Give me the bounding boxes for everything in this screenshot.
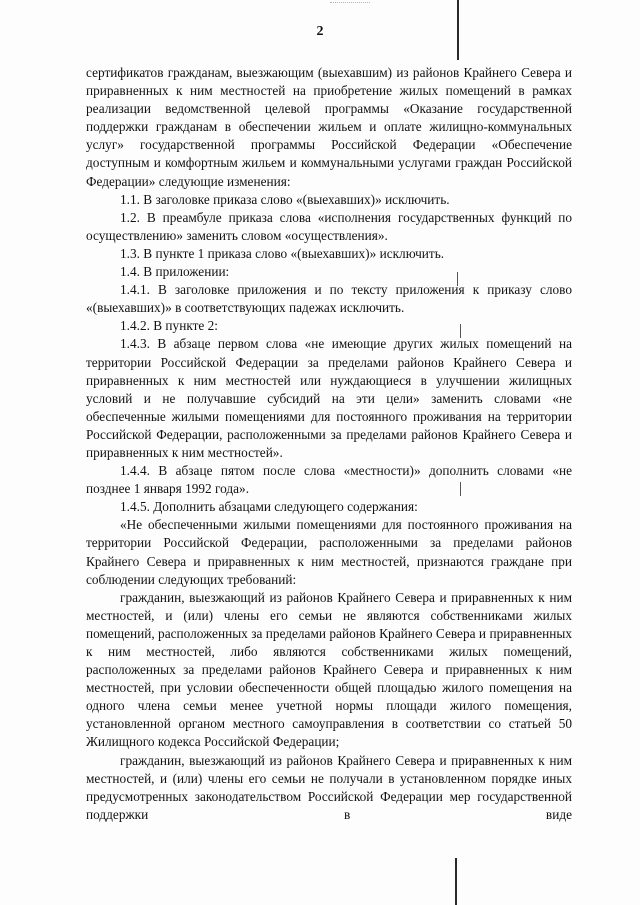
- paragraph: гражданин, выезжающий из районов Крайнего Севера и приравненных к ним местностей, и (или) члены его семьи не являются собственниками жилых помещений, расположенных за пределами районов Крайнего Севера и приравненных к ним местностей, либо являются собственниками жилых помещений, расположенных за пределами районов Крайнего Севера и приравненных к ним местностей, при условии обеспеченности общей площадью жилого помещения на одного члена семьи менее учетной нормы площади жилого помещения, установленной органом местного самоуправления в соответствии со статьей 50 Жилищного кодекса Российской Федерации;: [86, 589, 572, 750]
- document-body: [86, 64, 572, 824]
- binding-line-bottom: [455, 858, 457, 905]
- paragraph: 1.2. В преамбуле приказа слова «исполнения государственных функций по осуществлению» заменить словом «осуществления».: [86, 209, 572, 243]
- paragraph: «Не обеспеченными жилыми помещениями для постоянного проживания на территории Российской Федерации, расположенными за пределами районов Крайнего Севера и приравненных к ним местностей, признаются граждане при соблюдении следующих требований:: [86, 517, 572, 587]
- paragraph: 1.4. В приложении:: [120, 264, 230, 280]
- paragraph: 1.4.2. В пункте 2:: [120, 318, 218, 334]
- paragraph: 1.4.4. В абзаце пятом после слова «местности)» дополнить словами «не позднее 1 января 1992 года».: [86, 463, 572, 497]
- paragraph: сертификатов гражданам, выезжающим (выехавшим) из районов Крайнего Севера и приравненных к ним местностей на приобретение жилых помещений в рамках реализации ведомственной целевой программы «Оказание государственной поддержки гражданам в обеспечении жильем и оплате жилищно-коммунальных услуг» государственной программы Российской Федерации «Обеспечение доступным и комфортным жильем и коммунальными услугами граждан Российской Федерации» следующие изменения:: [86, 65, 572, 189]
- page-number: 2: [316, 24, 324, 39]
- paragraph: 1.4.3. В абзаце первом слова «не имеющие других жилых помещений на территории Российской Федерации за пределами районов Крайнего Севера и приравненных к ним местностей или нуждающиеся в улучшении жилищных условий и не получавшие субсидий на эти цели» заменить словами «не обеспеченные жилыми помещениями для постоянного проживания на территории Российской Федерации, расположенными за пределами районов Крайнего Севера и приравненных к ним местностей».: [86, 336, 572, 460]
- paragraph: гражданин, выезжающий из районов Крайнего Севера и приравненных к ним местностей, и (или) члены его семьи не получали в установленном порядке иных предусмотренных законодательством Российской Федерации мер государственной поддержки в виде: [86, 752, 572, 822]
- paragraph: 1.4.1. В заголовке приложения и по тексту приложения к приказу слово «(выехавших)» в соответствующих падежах исключить.: [86, 282, 572, 316]
- paragraph: 1.1. В заголовке приказа слово «(выехавших)» исключить.: [120, 191, 450, 207]
- scan-artifact: [330, 2, 370, 9]
- paragraph: 1.3. В пункте 1 приказа слово «(выехавших)» исключить.: [120, 245, 445, 261]
- paragraph: 1.4.5. Дополнить абзацами следующего содержания:: [120, 499, 418, 515]
